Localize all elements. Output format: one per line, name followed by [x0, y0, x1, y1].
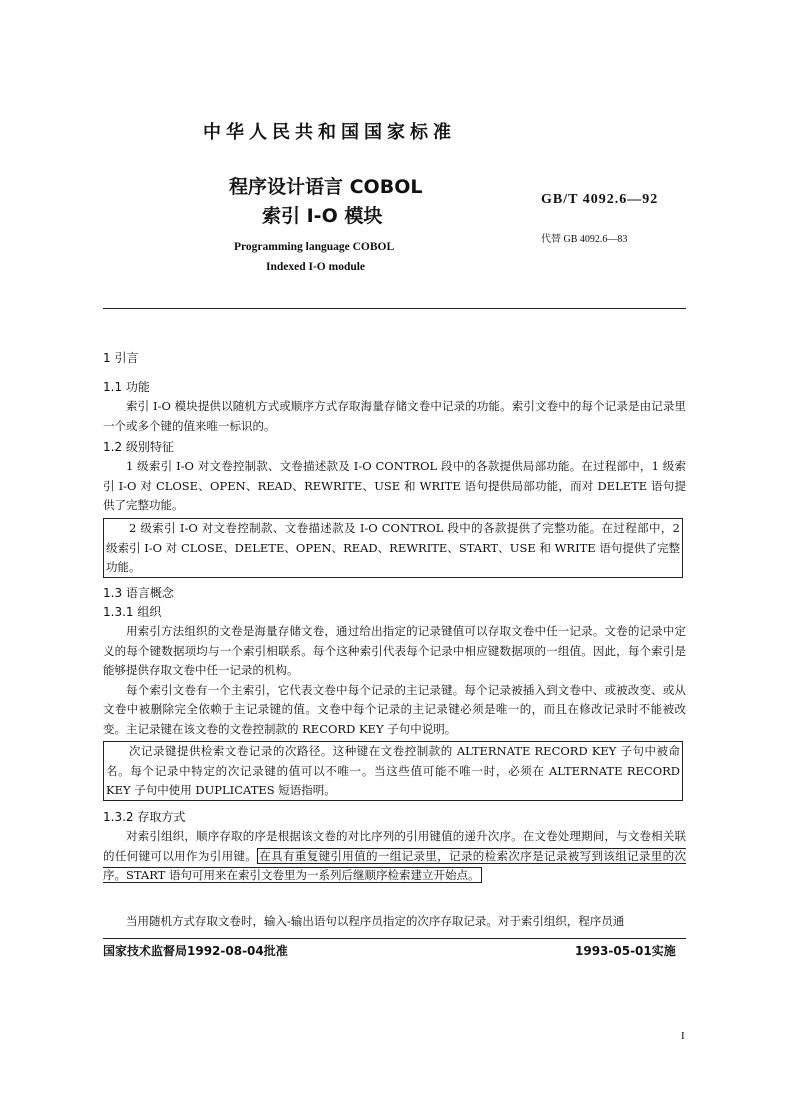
- page-number: I: [681, 1030, 685, 1042]
- section-1-3-1-heading: 1.3.1 组织: [103, 605, 162, 619]
- section-1-3-1-body: [103, 622, 686, 739]
- header-rule: [103, 308, 686, 309]
- title-zh-line1: 程序设计语言 COBOL: [229, 176, 423, 198]
- section-1-3-2-body-cont: [103, 912, 686, 932]
- footer-rule: [103, 938, 686, 939]
- section-1-1-body: [103, 397, 686, 436]
- title-en-line1: Programming language COBOL: [234, 241, 395, 253]
- revision-box-1-3-1: 次记录键提供检索文卷记录的次路径。这种键在文卷控制款的 ALTERNATE RECORD KEY 子句中被命名。每个记录中特定的次记录键的值可以不唯一。当这些值可能不唯一时，必须在 ALTERNATE RECORD KEY 子句中使用 DUPLICATES 短语指明。: [103, 741, 683, 801]
- paragraph: 用索引方法组织的文卷是海量存储文卷，通过给出指定的记录键值可以存取文卷中任一记录。文卷的记录中定义的每个键数据项均与一个索引相联系。每个这种索引代表每个记录中相应键数据项的一组值。因此，每个索引是能够提供存取文卷中任一记录的机构。: [103, 624, 686, 677]
- paragraph: 索引 I-O 模块提供以随机方式或顺序方式存取海量存储文卷中记录的功能。索引文卷中的每个记录是由记录里一个或多个键的值来唯一标识的。: [103, 399, 686, 433]
- title-zh-line2: 索引 I-O 模块: [262, 205, 383, 227]
- title-en-line2: Indexed I-O module: [266, 261, 366, 273]
- section-1-3-2-heading: 1.3.2 存取方式: [103, 810, 186, 824]
- revision-inline-box-1-3-2: 在具有重复键引用值的一组记录里，记录的检索次序是记录被写到该组记录里的次序。START 语句可用来在索引文卷里为一系列后继顺序检索建立开始点。: [103, 848, 687, 882]
- section-1-3-heading: 1.3 语言概念: [103, 586, 174, 600]
- approval-date: 国家技术监督局1992-08-04批准: [103, 944, 288, 958]
- section-1-heading: 1 引言: [103, 351, 139, 365]
- revision-box-1-2: 2 级索引 I-O 对文卷控制款、文卷描述款及 I-O CONTROL 段中的各款提供了完整功能。在过程部中，2 级索引 I-O 对 CLOSE、DELETE、OPEN、READ、REWRITE、START、USE 和 WRITE 语句提供了完整功能。: [103, 518, 683, 578]
- effective-date: 1993-05-01实施: [575, 944, 676, 958]
- paragraph: 当用随机方式存取文卷时，输入-输出语句以程序员指定的次序存取记录。对于索引组织，程序员通: [126, 914, 625, 928]
- standard-number: GB/T 4092.6—92: [541, 192, 659, 207]
- replaces-standard: 代替 GB 4092.6—83: [541, 234, 628, 245]
- paragraph: 1 级索引 I-O 对文卷控制款、文卷描述款及 I-O CONTROL 段中的各款提供局部功能。在过程部中，1 级索引 I-O 对 CLOSE、OPEN、READ、REWRITE、USE 和 WRITE 语句提供局部功能，而对 DELETE 语句提供了完整功能。: [103, 459, 686, 512]
- section-1-3-2-body: [103, 827, 686, 886]
- national-standard-title: 中华人民共和国国家标准: [203, 122, 456, 143]
- section-1-2-heading: 1.2 级别特征: [103, 440, 174, 454]
- paragraph-text: 对索引组织，顺序存取的序是根据该文卷的对比序列的引用键值的递升次序。在文卷处理期间，与文卷相关联的任何键可以用作为引用键。: [103, 829, 686, 863]
- paragraph: [103, 827, 686, 886]
- section-1-1-heading: 1.1 功能: [103, 380, 150, 394]
- paragraph: 每个索引文卷有一个主索引，它代表文卷中每个记录的主记录键。每个记录被插入到文卷中、或被改变、或从文卷中被删除完全依赖于主记录键的值。文卷中每个记录的主记录键必须是唯一的，而且在修改记录时不能被改变。主记录键在该文卷的文卷控制款的 RECORD KEY 子句中说明。: [103, 682, 686, 736]
- section-1-2-body: [103, 457, 686, 516]
